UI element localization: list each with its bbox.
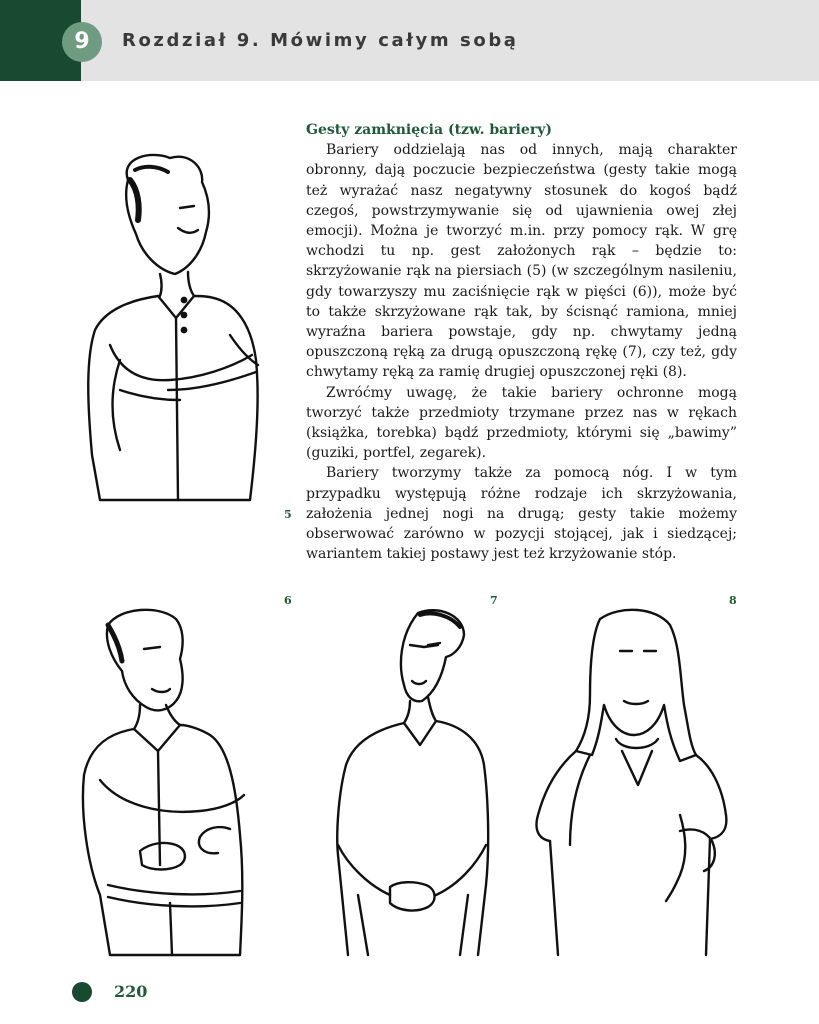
chapter-number-badge: 9: [62, 22, 102, 62]
figure-6-label: 6: [284, 594, 292, 607]
paragraph-1: Bariery oddzielają nas od innych, mają charakter obronny, dają poczucie bezpieczeństwa (gesty takie mogą też wyrażać nasz negatywny stosunek do kogoś bądź czegoś, powstrzymywanie się od ujawnienia owej złej emocji). Można je tworzyć m.in. przy pomocy rąk. W grę wchodzi tu np. gest założonych rąk – będzie to: skrzyżowanie rąk na piersiach (5) (w szczególnym nasileniu, gdy towarzyszy mu zaciśnięcie rąk w pięści (6)), może być to także skrzyżowane rąk tak, by ścisnąć ramiona, mniej wyraźna bariera powstaje, gdy np. chwytamy jedną opuszczoną ręką za drugą opuszczoną rękę (7), czy też, gdy chwytamy ręką za ramię drugiej opuszczonej ręki (8).: [306, 142, 737, 381]
figure-8-illustration: [530, 605, 740, 960]
figure-5-illustration: [80, 150, 280, 505]
section-text: [306, 120, 737, 564]
page-number: 220: [114, 982, 148, 1001]
chapter-title: Rozdział 9. Mówimy całym sobą: [122, 30, 519, 51]
figure-7-illustration: [328, 605, 503, 960]
figure-8-label: 8: [729, 594, 737, 607]
section-heading: Gesty zamknięcia (tzw. bariery): [306, 122, 552, 138]
figure-7-label: 7: [490, 594, 498, 607]
page-marker-circle: [72, 982, 92, 1002]
figure-6-illustration: [80, 605, 290, 960]
paragraph-2: Zwróćmy uwagę, że takie bariery ochronne mogą tworzyć także przedmioty trzymane przez nas w rękach (książka, torebka) bądź przedmioty, którymi się „bawimy” (guziki, portfel, zegarek).: [306, 384, 737, 462]
figure-5-label: 5: [284, 508, 292, 521]
paragraph-3: Bariery tworzymy także za pomocą nóg. I w tym przypadku występują różne rodzaje ich skrzyżowania, założenia jednej nogi na drugą; gesty takie możemy obserwować zarówno w pozycji stojącej, jak i siedzącej; wariantem takiej postawy jest też krzyżowanie stóp.: [306, 465, 737, 563]
